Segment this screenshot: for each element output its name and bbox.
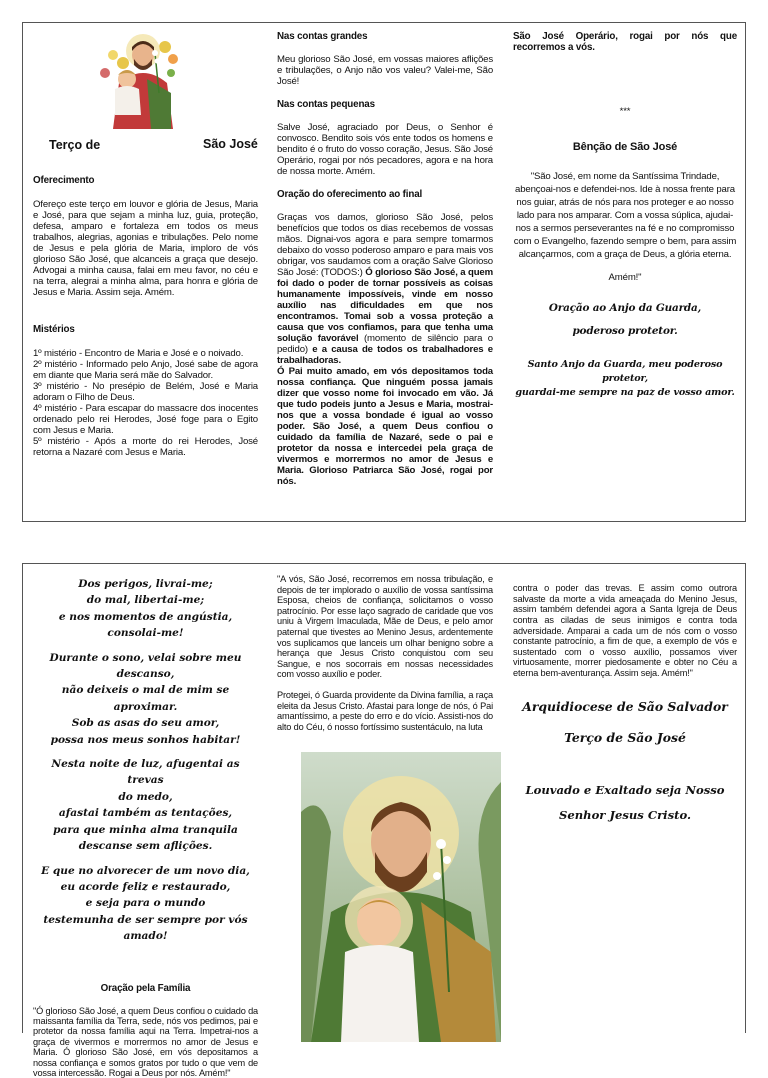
misterio-item: 2º mistério - Informado pelo Anjo, José sabe de agora em diante que Maria será mãe do Salvador. <box>33 359 258 381</box>
oracao-final-plain: Graças vos damos, glorioso São José, pelos benefícios que todos os dias recebemos de vossas mãos. Dignai-vos agora e para sempre tomarmos debaixo do vosso poderoso amparo e para mais vos obrigar, vos saudamos com a oração Salve Glorioso São José: (TODOS:) <box>277 212 493 278</box>
poem-line: do medo, <box>118 790 173 803</box>
poem-line: para que minha alma tranquila <box>53 823 238 836</box>
poem-line <box>33 642 258 650</box>
anjo-text-line2: protetor, <box>602 373 648 384</box>
page2-column-left <box>23 564 267 1078</box>
poem-line: descanse sem aflições. <box>78 840 213 853</box>
anjo-heading-line2: poderoso protetor. <box>572 325 678 337</box>
operario-text: São José Operário, rogai por nós que recorremos a vós. <box>513 31 737 53</box>
poem-line: eu acorde feliz e restaurado, <box>60 880 231 893</box>
familia-text: "Ó glorioso São José, a quem Deus confiou o cuidado da maissanta família da Terra, sede, nós vos pedimos, pai e protetor da nossa família aqui na Terra. Impetrai-nos a graça de vivermos e morrermos no amor de Jesus e Maria. Ó glorioso São José, em vós depositamos a nossa confiança e somos gratos por tudo o que vem de vossa intercessão. Rogai a Deus por nós. Amém!" <box>33 1005 258 1078</box>
bencao-heading: Bênção de São José <box>572 141 678 153</box>
oferecimento-heading: Oferecimento <box>33 175 95 186</box>
oracao-final-text <box>277 212 493 366</box>
contas-grandes-text: Meu glorioso São José, em vossas maiores aflições e tribulações, o Anjo não vos valeu? Valei-me, São José! <box>277 54 493 87</box>
misterio-item: 1º mistério - Encontro de Maria e José e o noivado. <box>33 348 244 359</box>
poem-line: Nesta noite de luz, afugentai as trevas <box>51 758 240 787</box>
poem-line: e nos momentos de angústia, consolai-me! <box>58 610 233 640</box>
poem-line: Durante o sono, velai sobre meu <box>49 651 242 664</box>
poem-line: testemunha de ser sempre por vós amado! <box>43 913 248 943</box>
terco-sao-jose-title: Terço de São José <box>564 729 686 745</box>
oracao-final-heading: Oração do oferecimento ao final <box>277 189 423 200</box>
oracao-final-plain-2: (momento de silêncio para o pedido) <box>277 333 493 355</box>
middle-prayer-part2: Protegei, ó Guarda providente da Divina família, a raça eleita da Jesus Cristo. Afastai para longe de nós, ó Pai amantíssimo, a peste do erro e do vício. Assisti-nos do alto do Céu, ó nosso fortíssimo sustentáculo, na luta <box>277 689 493 732</box>
stars-separator: *** <box>619 106 631 117</box>
contas-pequenas-text: Salve José, agraciado por Deus, o Senhor é convosco. Bendito sois vós ente todos os homens e bendito é o fruto do vosso coração, Jesus. São José Operário, rogai por nós pecadores, agora e na hora de nossa morte. Amém. <box>277 122 493 177</box>
anjo-text-line1: Santo Anjo da Guarda, meu poderoso <box>527 359 723 370</box>
page2-column-right <box>503 564 745 1033</box>
page1-column-middle <box>267 23 503 521</box>
misterio-item: 5º mistério - Após a morte do rei Herodes, José retorna a Nazaré com Jesus e Maria. <box>33 436 258 458</box>
poem-line: possa nos meus sonhos habitar! <box>50 733 241 746</box>
poem-line: descanso, <box>116 668 175 681</box>
poem-line <box>33 748 258 756</box>
anjo-heading-line1: Oração ao Anjo da Guarda, <box>548 302 702 314</box>
oracao-final-bold-2: e a causa de todos os trabalhadores e trabalhadoras. <box>277 344 493 366</box>
middle-prayer-part1: "A vós, São José, recorremos em nossa tribulação, e depois de ter implorado o auxílio de vossa santíssima Esposa, cheios de confiança, solicitamos o vosso patrocínio. Por esse laço sagrado de caridade que vos uniu à Virgem Imaculada, Mãe de Deus, e pelo amor paternal que tivestes ao Menino Jesus, ardentemente vos suplicamos que lanceis um olhar benigno sobre a herança que Jesus Cristo conquistou com seu Sangue, e nos socorrais em nossas necessidades com vosso auxílio e poder. <box>277 574 493 680</box>
misterio-item: 3º mistério - No presépio de Belém, José e Maria adoram o Filho de Deus. <box>33 381 258 403</box>
anjo-text-line3: guardai-me sempre na paz de vosso amor. <box>515 387 735 398</box>
poem-line: do mal, libertai-me; <box>86 594 205 607</box>
title-terco-de: Terço de <box>49 138 101 152</box>
saint-joseph-with-child-image <box>93 33 183 129</box>
contas-grandes-heading: Nas contas grandes <box>277 31 368 42</box>
saint-joseph-holding-child-jesus-image <box>301 752 501 1042</box>
title-sao-jose: São José <box>203 137 258 151</box>
bencao-text: "São José, em nome da Santíssima Trindade, abençoai-nos e defendei-nos. Ide à nossa frente para nos guiar, atrás de nós para nos proteger e ao nosso lado para nos amparar. Com a vossa súplica, ajudai-nos a sermos perseverantes na fé e no compromisso com o Evangelho, fazendo sempre o bem, para assim alcançarmos, com a graça de Deus, a glória eterna. <box>513 171 737 260</box>
page1-column-right <box>503 23 745 521</box>
oracao-final-bold-3: Ó Pai muito amado, em vós depositamos toda nossa confiança. Que ninguém possa jamais dizer que vosso nome foi invocado em vão. Já que tudo podeis junto a Jesus e Maria, mostrai-nos que a vossa bondade é igual ao vosso poder. São José, a quem Deus confiou o cuidado da família de Nazaré, sede o pai e protetor da nossa e intercedei pela graça de vivermos e morrermos no amor de Jesus e Maria. Glorioso Patriarca São José, rogai por nós. <box>277 366 493 487</box>
poem-line: afastai também as tentações, <box>58 807 233 820</box>
poem-line: não deixeis o mal de mim se aproximar. <box>61 684 230 713</box>
louvado-line2: Senhor Jesus Cristo. <box>558 808 692 823</box>
poem-line: E que no alvorecer de um novo dia, <box>41 864 250 877</box>
poem-line: e seja para o mundo <box>85 897 206 910</box>
poem-line: Sob as asas do seu amor, <box>71 717 220 730</box>
right-prayer-text: contra o poder das trevas. E assim como outrora salvaste da morte a vida ameaçada do Menino Jesus, assim também defendei agora a Santa Igreja de Deus contra as ciladas de seus inimigos e contra toda adversidade. Amparai a cada um de nós com o vosso constante patrocínio, a fim de que, a exemplo de vós e sustentado com o vosso auxílio, possamos viver virtuosamente, morrer piedosamente e obter no Céu a eterna bem-aventurança. Assim seja. Amém!" <box>513 583 737 678</box>
contas-pequenas-heading: Nas contas pequenas <box>277 99 375 110</box>
familia-heading: Oração pela Família <box>100 982 191 994</box>
poem-line: Dos perigos, livrai-me; <box>78 578 213 590</box>
misterios-list <box>33 348 258 458</box>
misterios-heading: Mistérios <box>33 324 75 335</box>
arquidiocese-title: Arquidiocese de São Salvador <box>522 698 728 714</box>
page1-title-row <box>33 135 258 155</box>
oracao-final-bold-1: Ó glorioso São José, a quem foi dado o poder de tornar possíveis as coisas humanamente impossíveis, vinde em nosso auxílio nas dificuldades em que nos encontramos. Tomai sob a vossa proteção a causa que vos confiamos, para que tenha uma solução favorável <box>277 267 493 344</box>
leaflet-page-2 <box>22 563 746 1078</box>
saint-joseph-image-container <box>33 33 258 131</box>
misterio-item: 4º mistério - Para escapar do massacre dos inocentes ordenado pelo rei Herodes, José foge para o Egito com Jesus e Maria. <box>33 403 258 436</box>
page1-column-left <box>23 23 267 521</box>
oferecimento-text: Ofereço este terço em louvor e glória de Jesus, Maria e José, para que sejam a minha luz, guia, proteção, defesa, amparo e fortaleza em todos os meus trabalhos, alegrias, agonias e tribulações. Pelo nome de Jesus e pela glória de Maria, imploro de vós glorioso São José, que alcanceis a graça que desejo. Advogai a minha causa, falai em meu favor, no céu e na terra, alegrai a minha alma, para honra e glória de Jesus e Maria. Assim seja. Amém. <box>33 199 258 298</box>
leaflet-page-1 <box>22 22 746 522</box>
louvado-line1: Louvado e Exaltado seja Nosso <box>525 782 725 797</box>
anjo-poem <box>33 576 258 945</box>
page2-column-middle <box>267 564 503 1033</box>
bencao-amen: Amém!" <box>608 272 642 283</box>
poem-line <box>33 855 258 863</box>
